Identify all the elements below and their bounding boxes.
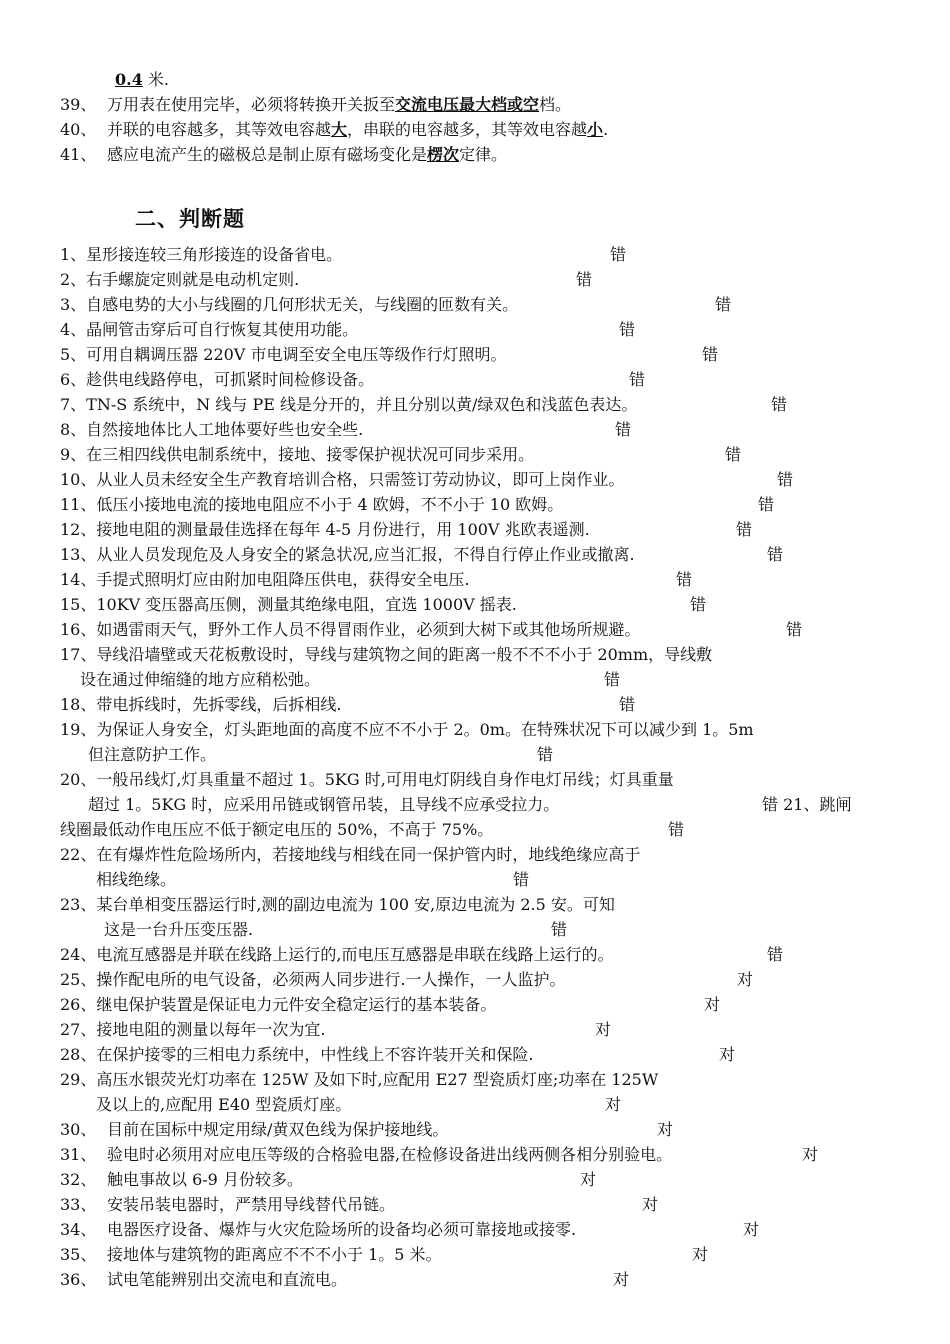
item-15-answer: 错 — [690, 595, 707, 614]
item-6-answer: 错 — [629, 370, 646, 389]
item-21-continuation: 线圈最低动作电压应不低于额定电压的 50%，不高于 75%。 — [60, 820, 494, 839]
item-30: 目前在国标中规定用绿/黄双色线为保护接地线。 — [107, 1120, 449, 1139]
item-23: 23、某台单相变压器运行时,测的副边电流为 100 安,原边电流为 2.5 安。可知 — [60, 895, 615, 914]
item-4: 4、晶闸管击穿后可自行恢复其使用功能。 — [60, 320, 359, 339]
item-34-answer: 对 — [743, 1220, 760, 1239]
blank-suffix: 定律。 — [459, 145, 508, 164]
item-12-answer: 错 — [736, 520, 753, 539]
item-11-answer: 错 — [758, 495, 775, 514]
item-23-answer: 错 — [551, 920, 568, 939]
item-29: 29、高压水银荧光灯功率在 125W 及如下时,应配用 E27 型瓷质灯座;功率在 125W — [60, 1070, 659, 1089]
item-10: 10、从业人员未经安全生产教育培训合格，只需签订劳动协议，即可上岗作业。 — [60, 470, 625, 489]
item-26-answer: 对 — [704, 995, 721, 1014]
item-9-answer: 错 — [725, 445, 742, 464]
item-1-answer: 错 — [610, 245, 627, 264]
item-26: 26、继电保护装置是保证电力元件安全稳定运行的基本装备。 — [60, 995, 497, 1014]
item-31: 验电时必须用对应电压等级的合格验电器,在检修设备进出线两侧各相分别验电。 — [107, 1145, 673, 1164]
blank-middle: ，串联的电容越多，其等效电容越 — [347, 120, 588, 139]
item-22: 22、在有爆炸性危险场所内，若接地线与相线在同一保护管内时，地线绝缘应高于 — [60, 845, 641, 864]
item-4-answer: 错 — [619, 320, 636, 339]
item-18: 18、带电拆线时，先拆零线，后拆相线. — [60, 695, 342, 714]
blank-suffix: . — [603, 120, 609, 139]
item-14: 14、手提式照明灯应由附加电阻降压供电，获得安全电压. — [60, 570, 470, 589]
item-7-answer: 错 — [771, 395, 788, 414]
item-30-answer: 对 — [657, 1120, 674, 1139]
item-35-answer: 对 — [692, 1245, 709, 1264]
item-20: 20、一般吊线灯,灯具重量不超过 1。5KG 时,可用电灯阴线自身作电灯吊线；灯具重量 — [60, 770, 674, 789]
blank-prefix: 万用表在使用完毕，必须将转换开关扳至 — [107, 95, 396, 114]
item-19-continuation: 但注意防护工作。 — [88, 745, 217, 764]
item-9: 9、在三相四线供电制系统中，接地、接零保护视状况可同步采用。 — [60, 445, 535, 464]
item-17-continuation: 设在通过伸缩缝的地方应稍松弛。 — [80, 670, 321, 689]
item-5-answer: 错 — [702, 345, 719, 364]
item-34: 电器医疗设备、爆炸与火灾危险场所的设备均必须可靠接地或接零. — [107, 1220, 577, 1239]
item-36-number: 36、 — [60, 1270, 97, 1289]
item-34-number: 34、 — [60, 1220, 97, 1239]
item-27: 27、接地电阻的测量以每年一次为宜. — [60, 1020, 326, 1039]
item-35-number: 35、 — [60, 1245, 97, 1264]
item-20-continuation: 超过 1。5KG 时，应采用吊链或钢管吊装，且导线不应承受拉力。 — [88, 795, 560, 814]
blank-suffix: 档。 — [539, 95, 572, 114]
item-1: 1、星形接连较三角形接连的设备省电。 — [60, 245, 343, 264]
item-36-answer: 对 — [613, 1270, 630, 1289]
item-28-answer: 对 — [719, 1045, 736, 1064]
blank-prefix: 并联的电容越多，其等效电容越 — [107, 120, 332, 139]
item-19-answer: 错 — [537, 745, 554, 764]
blank-40 — [107, 120, 608, 140]
item-30-number: 30、 — [60, 1120, 97, 1139]
item-25-answer: 对 — [737, 970, 754, 989]
item-33: 安装吊装电器时，严禁用导线替代吊链。 — [107, 1195, 396, 1214]
item-16: 16、如遇雷雨天气，野外工作人员不得冒雨作业，必须到大树下或其他场所规避。 — [60, 620, 641, 639]
blank-prefix: 感应电流产生的磁极总是制止原有磁场变化是 — [107, 145, 428, 164]
blank-answer-2: 小 — [587, 120, 604, 139]
item-31-answer: 对 — [802, 1145, 819, 1164]
blank-answer: 交流电压最大档或空 — [395, 95, 540, 114]
item-32: 触电事故以 6-9 月份较多。 — [107, 1170, 303, 1189]
item-13: 13、从业人员发现危及人身安全的紧急状况,应当汇报，不得自行停止作业或撤离. — [60, 545, 635, 564]
blank-38-continuation — [115, 70, 169, 90]
item-3: 3、自感电势的大小与线圈的几何形状无关，与线圈的匝数有关。 — [60, 295, 519, 314]
item-13-answer: 错 — [767, 545, 784, 564]
item-24-answer: 错 — [767, 945, 784, 964]
item-18-answer: 错 — [619, 695, 636, 714]
item-29-continuation: 及以上的,应配用 E40 型瓷质灯座。 — [96, 1095, 352, 1114]
item-14-answer: 错 — [676, 570, 693, 589]
blank-41 — [107, 145, 507, 165]
blank-41-number: 41、 — [60, 145, 97, 164]
item-25: 25、操作配电所的电气设备，必须两人同步进行.一人操作，一人监护。 — [60, 970, 566, 989]
item-23-continuation: 这是一台升压变压器. — [104, 920, 254, 939]
item-32-number: 32、 — [60, 1170, 97, 1189]
section-title: 二、判断题 — [135, 206, 245, 231]
item-15: 15、10KV 变压器高压侧，测量其绝缘电阻，宜选 1000V 摇表. — [60, 595, 517, 614]
item-20-answer: 错 21、跳闸 — [762, 795, 852, 814]
item-8: 8、自然接地体比人工地体要好些也安全些. — [60, 420, 364, 439]
item-22-answer: 错 — [513, 870, 530, 889]
blank-40-number: 40、 — [60, 120, 97, 139]
item-2-answer: 错 — [576, 270, 593, 289]
item-7: 7、TN-S 系统中，N 线与 PE 线是分开的，并且分别以黄/绿双色和浅蓝色表达。 — [60, 395, 638, 414]
item-28: 28、在保护接零的三相电力系统中，中性线上不容许装开关和保险. — [60, 1045, 534, 1064]
blank-answer: 楞次 — [427, 145, 460, 164]
item-35: 接地体与建筑物的距离应不不不小于 1。5 米。 — [107, 1245, 442, 1264]
item-33-answer: 对 — [642, 1195, 659, 1214]
item-5: 5、可用自耦调压器 220V 市电调至安全电压等级作行灯照明。 — [60, 345, 507, 364]
blank-answer: 0.4 — [115, 70, 143, 89]
blank-39 — [107, 95, 571, 115]
item-22-continuation: 相线绝缘。 — [96, 870, 177, 889]
item-10-answer: 错 — [777, 470, 794, 489]
item-33-number: 33、 — [60, 1195, 97, 1214]
item-17-answer: 错 — [604, 670, 621, 689]
blank-answer-1: 大 — [331, 120, 348, 139]
item-29-answer: 对 — [605, 1095, 622, 1114]
item-24: 24、电流互感器是并联在线路上运行的,而电压互感器是串联在线路上运行的。 — [60, 945, 614, 964]
item-21-answer: 错 — [668, 820, 685, 839]
blank-suffix: 米. — [142, 70, 170, 89]
item-31-number: 31、 — [60, 1145, 97, 1164]
item-27-answer: 对 — [595, 1020, 612, 1039]
item-17: 17、导线沿墙壁或天花板敷设时，导线与建筑物之间的距离一般不不不小于 20mm，导线敷 — [60, 645, 713, 664]
item-11: 11、低压小接地电流的接地电阻应不小于 4 欧姆，不不小于 10 欧姆。 — [60, 495, 564, 514]
item-6: 6、趁供电线路停电，可抓紧时间检修设备。 — [60, 370, 375, 389]
item-3-answer: 错 — [715, 295, 732, 314]
item-19: 19、为保证人身安全，灯头距地面的高度不应不不小于 2。0m。在特殊状况下可以减少到 1。5m — [60, 720, 754, 739]
item-2: 2、右手螺旋定则就是电动机定则. — [60, 270, 300, 289]
item-36: 试电笔能辨别出交流电和直流电。 — [107, 1270, 348, 1289]
item-16-answer: 错 — [786, 620, 803, 639]
item-32-answer: 对 — [580, 1170, 597, 1189]
item-8-answer: 错 — [615, 420, 632, 439]
blank-39-number: 39、 — [60, 95, 97, 114]
item-12: 12、接地电阻的测量最佳选择在每年 4-5 月份进行，用 100V 兆欧表遥测. — [60, 520, 590, 539]
